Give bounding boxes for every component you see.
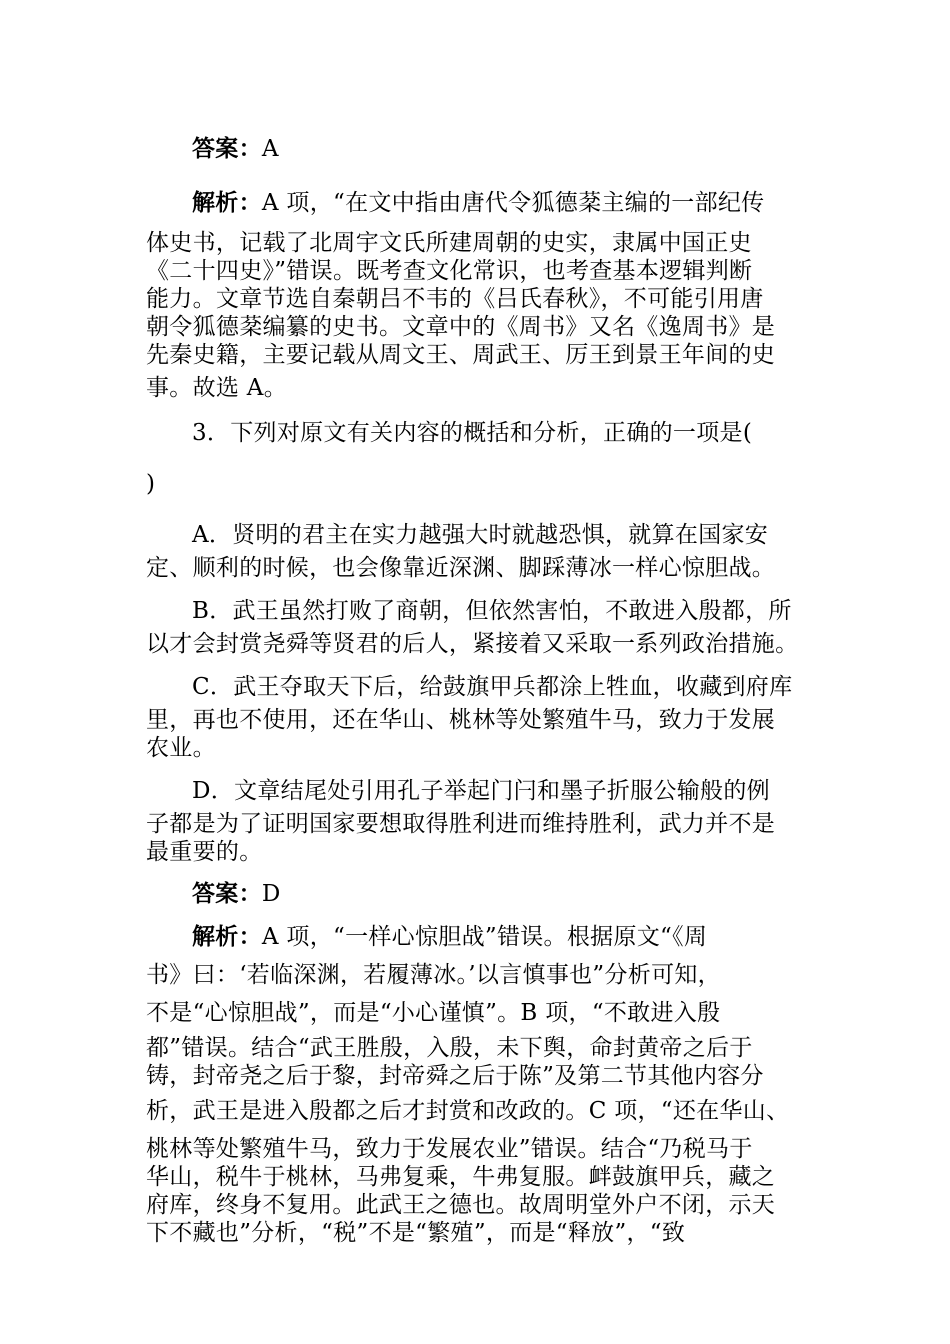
answer-label: 答案： — [192, 880, 262, 907]
answer-value: A — [261, 136, 279, 162]
option-c: C．武王夺取天下后，给鼓旗甲兵都涂上牲血，收藏到府库 — [192, 674, 793, 700]
option-b: 以才会封赏尧舜等贤君的后人，紧接着又采取一系列政治措施。 — [146, 631, 799, 657]
analysis-line: 先秦史籍，主要记载从周文王、周武王、厉王到景王年间的史 — [146, 342, 776, 368]
analysis-line: 府库，终身不复用。此武王之德也。故周明堂外户不闭，示天 — [146, 1192, 776, 1218]
analysis-line: 事。故选 A。 — [146, 375, 288, 401]
analysis-line: 书》曰：‘若临深渊，若履薄冰。’以言慎事也”分析可知， — [146, 962, 721, 988]
answer-value: D — [261, 881, 281, 907]
option-a: 定、顺利的时候，也会像靠近深渊、脚踩薄冰一样心惊胆战。 — [146, 555, 776, 581]
analysis-line: 铸，封帝尧之后于黎，封帝舜之后于陈”及第二节其他内容分 — [146, 1063, 764, 1089]
option-d: 最重要的。 — [146, 839, 263, 865]
analysis-line: 《二十四史》”错误。既考查文化常识，也考查基本逻辑判断 — [146, 258, 753, 284]
option-b: B．武王虽然打败了商朝，但依然害怕，不敢进入殷都，所 — [192, 598, 792, 624]
option-d: 子都是为了证明国家要想取得胜利进而维持胜利，武力并不是 — [146, 811, 776, 837]
analysis-line: 体史书，记载了北周宇文氏所建周朝的史实，隶属中国正史 — [146, 230, 752, 256]
analysis-line: 不是“心惊胆战”，而是“小心谨慎”。B 项，“不敢进入殷 — [146, 1000, 721, 1026]
analysis-line: 朝令狐德棻编纂的史书。文章中的《周书》又名《逸周书》是 — [146, 314, 776, 340]
answer-line-1 — [192, 134, 852, 164]
option-c: 农业。 — [146, 735, 216, 761]
analysis-line: 析，武王是进入殷都之后才封赏和改政的。C 项，“还在华山、 — [146, 1098, 790, 1124]
analysis-line — [192, 922, 852, 952]
analysis-label: 解析： — [192, 923, 262, 950]
answer-line-2 — [192, 879, 852, 909]
analysis-line: 桃林等处繁殖牛马，致力于发展农业”错误。结合“乃税马于 — [146, 1136, 753, 1162]
analysis-line: 能力。文章节选自秦朝吕不韦的《吕氏春秋》，不可能引用唐 — [146, 286, 764, 312]
answer-label: 答案： — [192, 135, 262, 162]
analysis-label: 解析： — [192, 189, 262, 216]
question-stem: ) — [146, 471, 156, 497]
option-a: A．贤明的君主在实力越强大时就越恐惧，就算在国家安 — [192, 522, 769, 548]
option-d: D．文章结尾处引用孔子举起门闩和墨子折服公输般的例 — [192, 778, 770, 804]
question-stem: 3．下列对原文有关内容的概括和分析，正确的一项是( — [192, 420, 753, 446]
analysis-line: 都”错误。结合“武王胜殷，入殷，未下舆，命封黄帝之后于 — [146, 1035, 753, 1061]
option-c: 里，再也不使用，还在华山、桃林等处繁殖牛马，致力于发展 — [146, 707, 776, 733]
analysis-line — [192, 188, 852, 218]
analysis-line: 华山，税牛于桃林，马弗复乘，牛弗复服。衅鼓旗甲兵，藏之 — [146, 1164, 776, 1190]
analysis-line: 下不藏也”分析，“税”不是“繁殖”，而是“释放”，“致 — [146, 1220, 686, 1246]
analysis-text: A 项，“在文中指由唐代令狐德棻主编的一部纪传 — [261, 190, 765, 216]
analysis-text: A 项，“一样心惊胆战”错误。根据原文“《周 — [261, 924, 708, 950]
